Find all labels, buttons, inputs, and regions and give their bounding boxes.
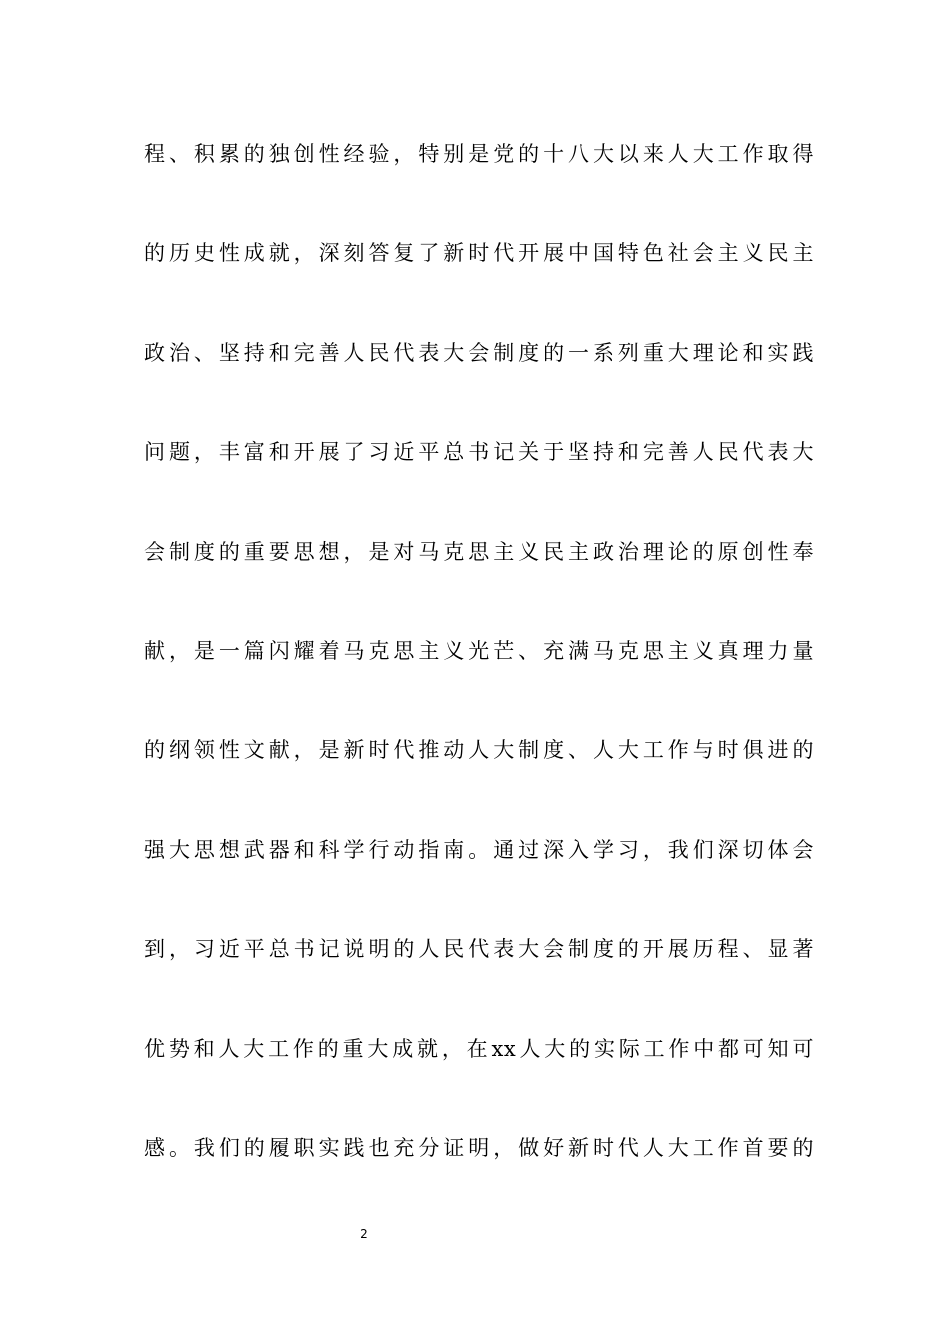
text-line: 问题，丰富和开展了习近平总书记关于坚持和完善人民代表大 xyxy=(144,440,814,465)
text-line: 感。我们的履职实践也充分证明，做好新时代人大工作首要的 xyxy=(144,1135,814,1160)
text-line: 程、积累的独创性经验，特别是党的十八大以来人大工作取得 xyxy=(144,142,814,166)
text-line: 优势和人大工作的重大成就，在xx人大的实际工作中都可知可 xyxy=(144,1036,814,1061)
text-line: 政治、坚持和完善人民代表大会制度的一系列重大理论和实践 xyxy=(144,340,814,365)
text-line: 强大思想武器和科学行动指南。通过深入学习，我们深切体会 xyxy=(144,837,814,862)
body-paragraph xyxy=(144,127,814,1220)
text-line: 到，习近平总书记说明的人民代表大会制度的开展历程、显著 xyxy=(144,937,814,962)
text-line: 献，是一篇闪耀着马克思主义光芒、充满马克思主义真理力量 xyxy=(144,638,814,663)
text-line: 的历史性成就，深刻答复了新时代开展中国特色社会主义民主 xyxy=(144,241,814,266)
text-line: 会制度的重要思想，是对马克思主义民主政治理论的原创性奉 xyxy=(144,539,814,564)
text-line: 的纲领性文献，是新时代推动人大制度、人大工作与时俱进的 xyxy=(144,738,814,763)
page-number: 2 xyxy=(360,1227,368,1241)
